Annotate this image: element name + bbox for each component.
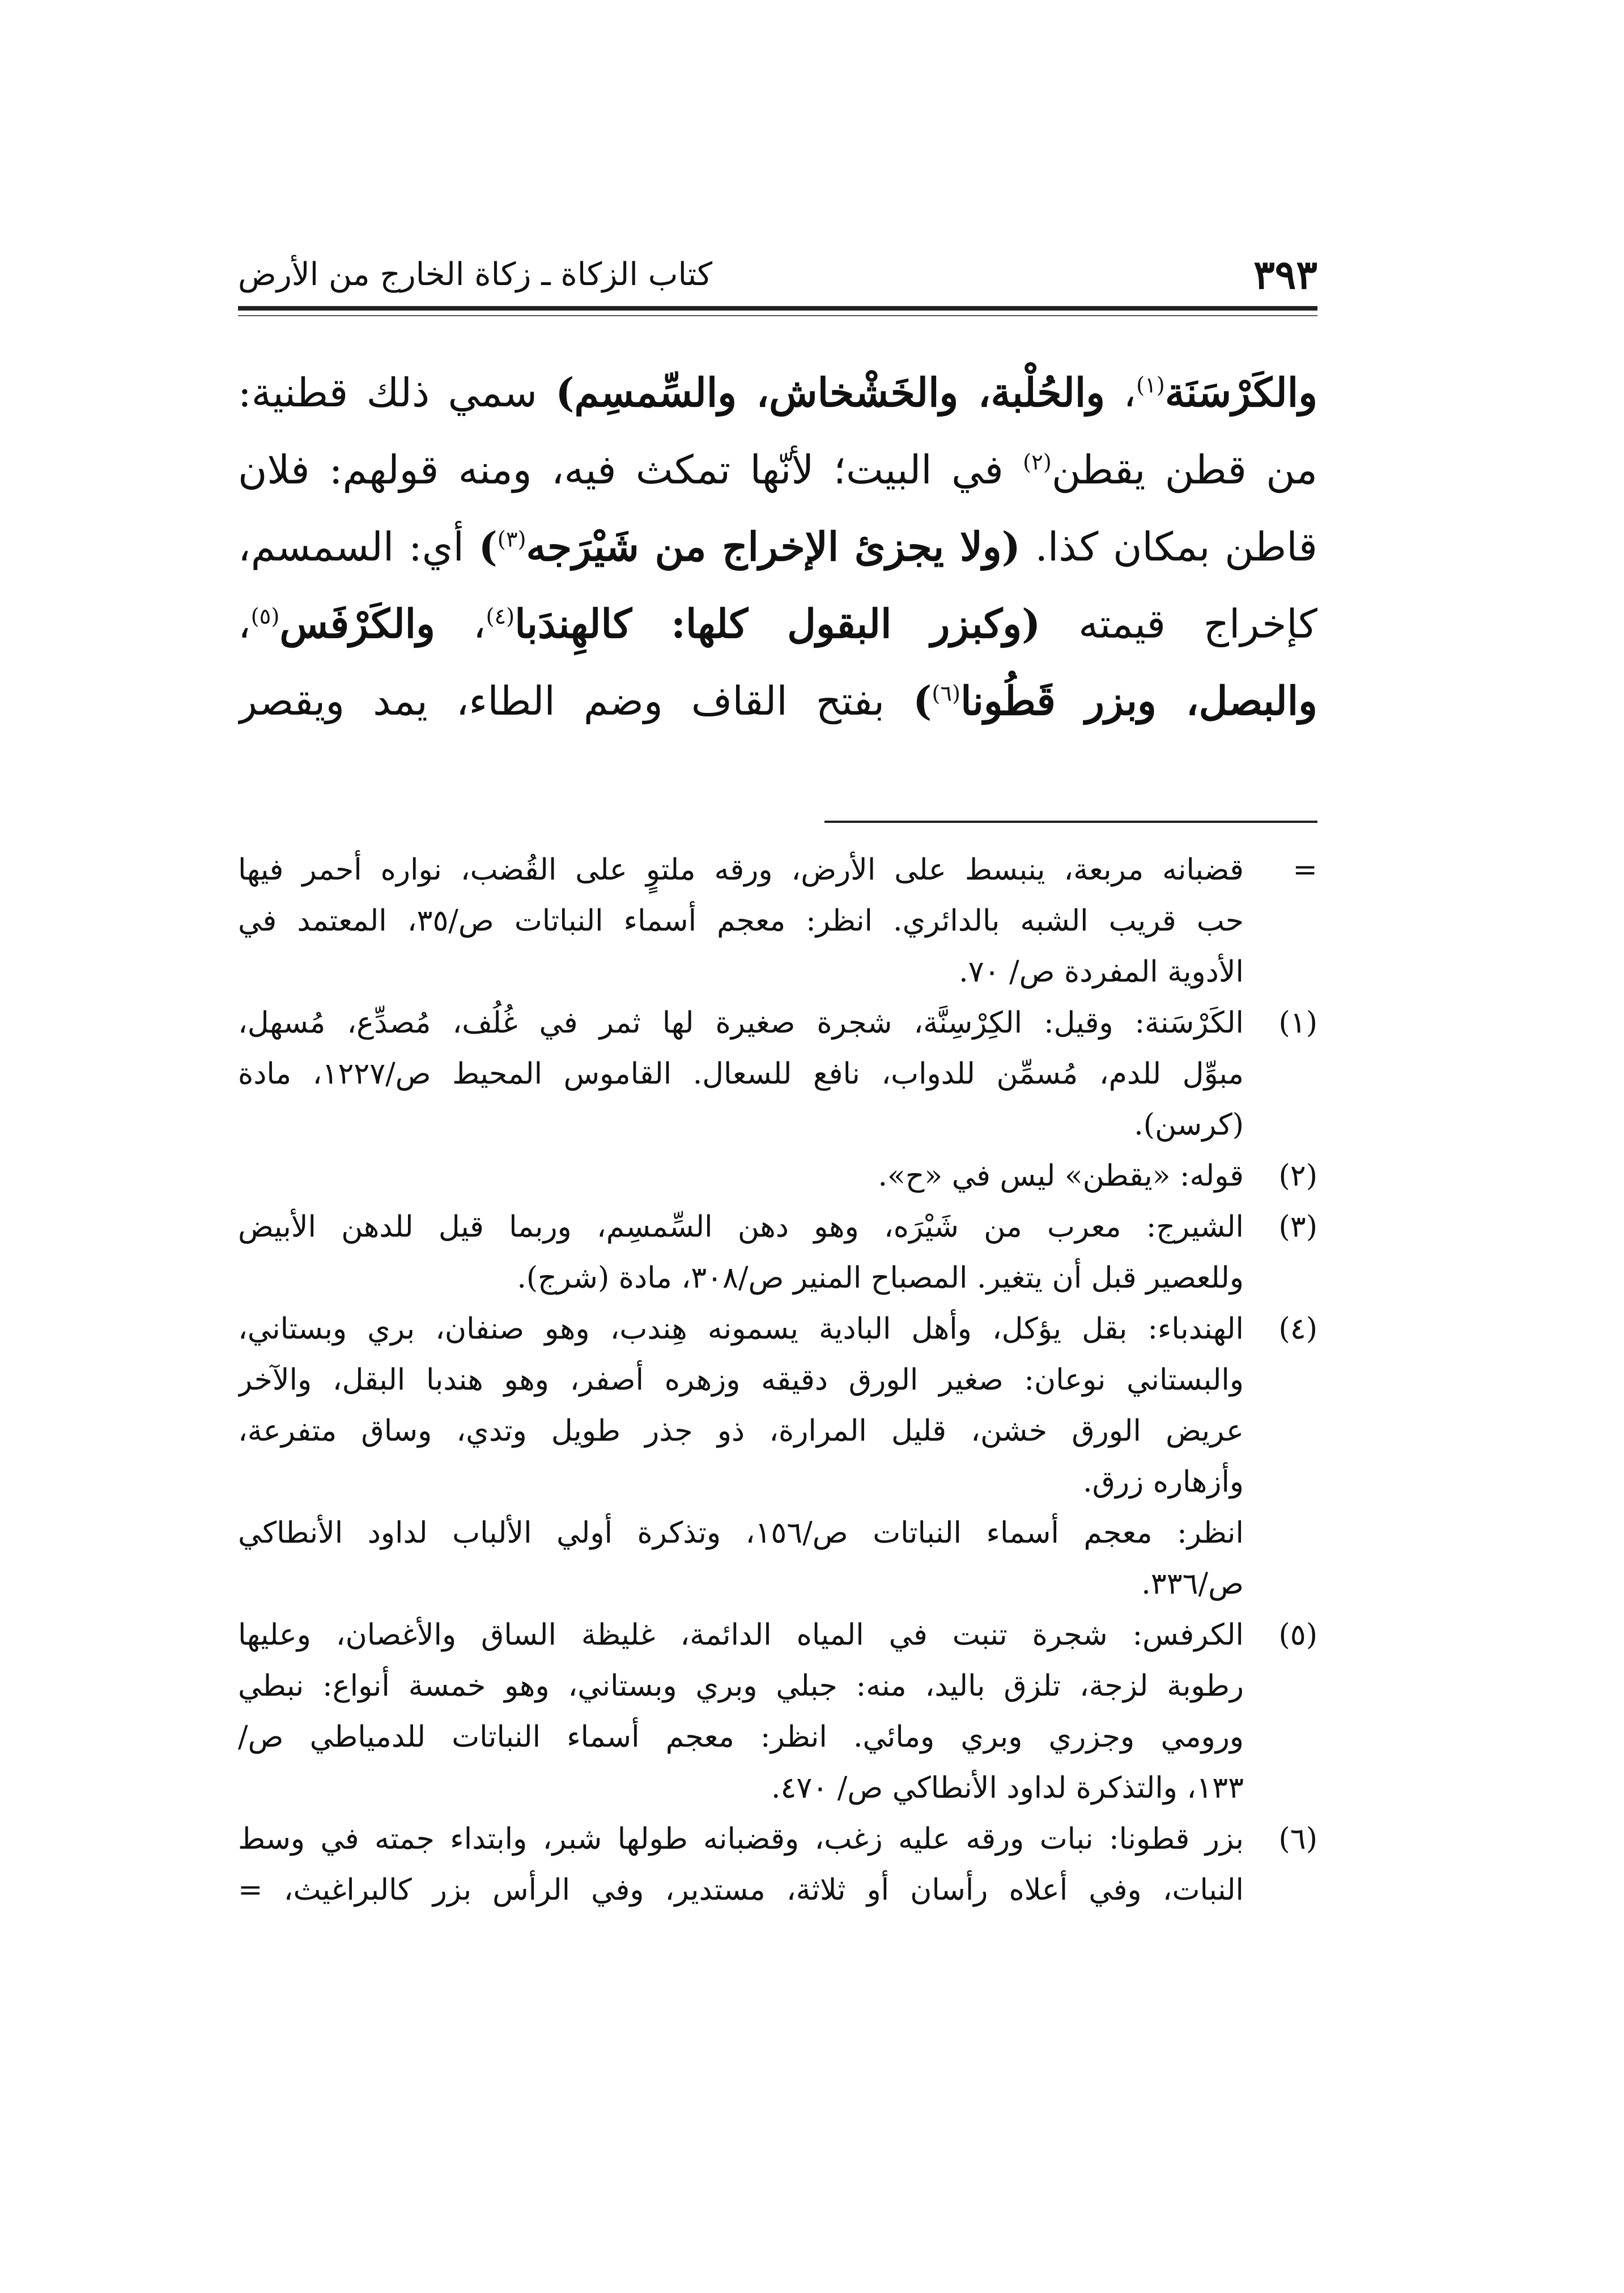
footnote bbox=[238, 1150, 1317, 1201]
footnote-line: (كرسن). bbox=[1134, 1108, 1244, 1142]
footnote-line: قضبانه مربعة، ينبسط على الأرض، ورقه ملتوٍ على القُضب، نواره أحمر فيها bbox=[238, 853, 1244, 887]
footnote-line: رطوبة لزجة، تلزق باليد، منه: جبلي وبري وبستاني، وهو خمسة أنواع: نبطي bbox=[238, 1669, 1244, 1703]
footnote-line: والبستاني نوعان: صغير الورق دقيقه وزهره أصفر، وهو هندبا البقل، والآخر bbox=[238, 1363, 1244, 1397]
footnote bbox=[238, 1814, 1317, 1916]
footnote-line: الأدوية المفردة ص/ ٧٠. bbox=[959, 955, 1244, 989]
main-text bbox=[238, 354, 1317, 740]
footnote-text bbox=[238, 1814, 1244, 1916]
footnote-reference: (٦) bbox=[932, 681, 961, 707]
footnotes bbox=[238, 844, 1317, 1916]
header-rule-thick bbox=[238, 306, 1317, 311]
footnote-reference: (٢) bbox=[1023, 449, 1052, 475]
footnote bbox=[238, 1303, 1317, 1610]
main-text-line bbox=[238, 585, 1317, 663]
matn-text: والحُلْبة، والخَشْخاش، والسِّمسِم) bbox=[555, 369, 1106, 416]
footnote-text bbox=[238, 1610, 1244, 1814]
footnote-line: انظر: معجم أسماء النباتات ص/١٥٦، وتذكرة أولي الألباب لداود الأنطاكي bbox=[238, 1516, 1244, 1550]
commentary-text: في البيت؛ لأنّها تمكث فيه، ومنه قولهم: فلان bbox=[238, 447, 1023, 493]
commentary-text: كإخراج قيمته bbox=[1040, 601, 1317, 647]
footnote-reference: (٤) bbox=[486, 604, 515, 630]
main-text-line bbox=[238, 431, 1317, 508]
footnote-line: وللعصير قبل أن يتغير. المصباح المنير ص/٣٠٨، مادة (شرج). bbox=[517, 1261, 1244, 1295]
footnote-line: عريض الورق خشن، قليل المرارة، ذو جذر طويل وتدي، وساق متفرعة، bbox=[238, 1414, 1244, 1448]
matn-text: والكَرْسَنَة bbox=[1164, 369, 1317, 416]
matn-text: ) bbox=[913, 677, 932, 724]
footnote-text bbox=[238, 1303, 1244, 1610]
matn-text: والكَرْفَس bbox=[279, 600, 435, 647]
commentary-text: ، bbox=[435, 601, 486, 647]
footnote-separator bbox=[824, 821, 1317, 823]
footnote-line: بزر قطونا: نبات ورقه عليه زغب، وقضبانه طولها شبر، وابتداء جمته في وسط bbox=[238, 1822, 1244, 1856]
commentary-text: أي: السمسم، bbox=[238, 524, 479, 570]
matn-text: ) bbox=[478, 523, 498, 570]
footnote-line: مبوِّل للدم، مُسمِّن للدواب، نافع للسعال. القاموس المحيط ص/١٢٢٧، مادة bbox=[238, 1057, 1244, 1091]
footnote-reference: (٥) bbox=[250, 604, 280, 630]
footnote-number: = bbox=[1293, 853, 1317, 887]
commentary-text: ، bbox=[1105, 370, 1137, 416]
main-text-line bbox=[238, 354, 1317, 431]
header-rule-thin bbox=[238, 315, 1317, 316]
matn-text: (وكبزر البقول كلها: كالهِندَبا bbox=[515, 600, 1041, 647]
commentary-text: بفتح القاف وضم الطاء، يمد ويقصر bbox=[238, 678, 913, 724]
footnote-number: (٢) bbox=[1278, 1159, 1317, 1193]
commentary-text: سمي ذلك قطنية: bbox=[238, 370, 556, 416]
footnote-line: ١٣٣، والتذكرة لداود الأنطاكي ص/ ٤٧٠. bbox=[771, 1771, 1244, 1805]
page-number: ٣٩٣ bbox=[1253, 251, 1317, 298]
footnote bbox=[238, 997, 1317, 1150]
main-text-line bbox=[238, 663, 1317, 740]
footnote-line: الكرفس: شجرة تنبت في المياه الدائمة، غليظة الساق والأغصان، وعليها bbox=[238, 1618, 1244, 1652]
footnote-text bbox=[238, 997, 1244, 1150]
footnote-text bbox=[238, 1150, 1244, 1201]
footnote-line: ورومي وجزري وبري ومائي. انظر: معجم أسماء النباتات للدمياطي ص/ bbox=[238, 1720, 1244, 1754]
footnote-line: قوله: «يقطن» ليس في «ح». bbox=[878, 1159, 1244, 1193]
footnote-line: ص/٣٣٦. bbox=[1141, 1567, 1244, 1601]
footnote-line: الشيرج: معرب من شَيْرَه، وهو دهن السِّمسِم، وربما قيل للدهن الأبيض bbox=[238, 1210, 1244, 1244]
main-text-line bbox=[238, 508, 1317, 585]
footnote-number: (٦) bbox=[1278, 1822, 1317, 1856]
commentary-text: من قطن يقطن bbox=[1051, 447, 1317, 493]
footnote-reference: (٣) bbox=[497, 526, 526, 553]
footnote-number: (٤) bbox=[1278, 1312, 1317, 1346]
footnote-line: الهندباء: بقل يؤكل، وأهل البادية يسمونه هِندب، وهو صنفان، بري وبستاني، bbox=[238, 1312, 1244, 1346]
footnote-number: (٣) bbox=[1278, 1210, 1317, 1244]
footnote-number: (٥) bbox=[1278, 1618, 1317, 1652]
matn-text: (ولا يجزئ الإخراج من شَيْرَجه bbox=[526, 523, 1021, 570]
footnote bbox=[238, 844, 1317, 997]
commentary-text: قاطن بمكان كذا. bbox=[1020, 524, 1317, 570]
footnote-number: (١) bbox=[1278, 1006, 1317, 1040]
footnote-line: النبات، وفي أعلاه رأسان أو ثلاثة، مستدير، وفي الرأس بزر كالبراغيث، = bbox=[238, 1873, 1244, 1907]
running-title: كتاب الزكاة ـ زكاة الخارج من الأرض bbox=[238, 256, 713, 293]
footnote-text bbox=[238, 1201, 1244, 1303]
footnote bbox=[238, 1201, 1317, 1303]
page-header bbox=[238, 247, 1317, 298]
commentary-text: ، bbox=[238, 601, 251, 647]
footnote-line: الكَرْسَنة: وقيل: الكِرْسِنَّة، شجرة صغيرة لها ثمر في غُلُف، مُصدِّع، مُسهل، bbox=[238, 1006, 1244, 1040]
footnote-reference: (١) bbox=[1136, 372, 1165, 398]
footnote-text bbox=[238, 844, 1244, 997]
footnote-line: وأزهاره زرق. bbox=[1083, 1465, 1244, 1499]
matn-text: والبصل، وبزر قَطُونا bbox=[960, 677, 1317, 724]
footnote-line: حب قريب الشبه بالدائري. انظر: معجم أسماء النباتات ص/٣٥، المعتمد في bbox=[238, 904, 1244, 938]
footnote bbox=[238, 1610, 1317, 1814]
